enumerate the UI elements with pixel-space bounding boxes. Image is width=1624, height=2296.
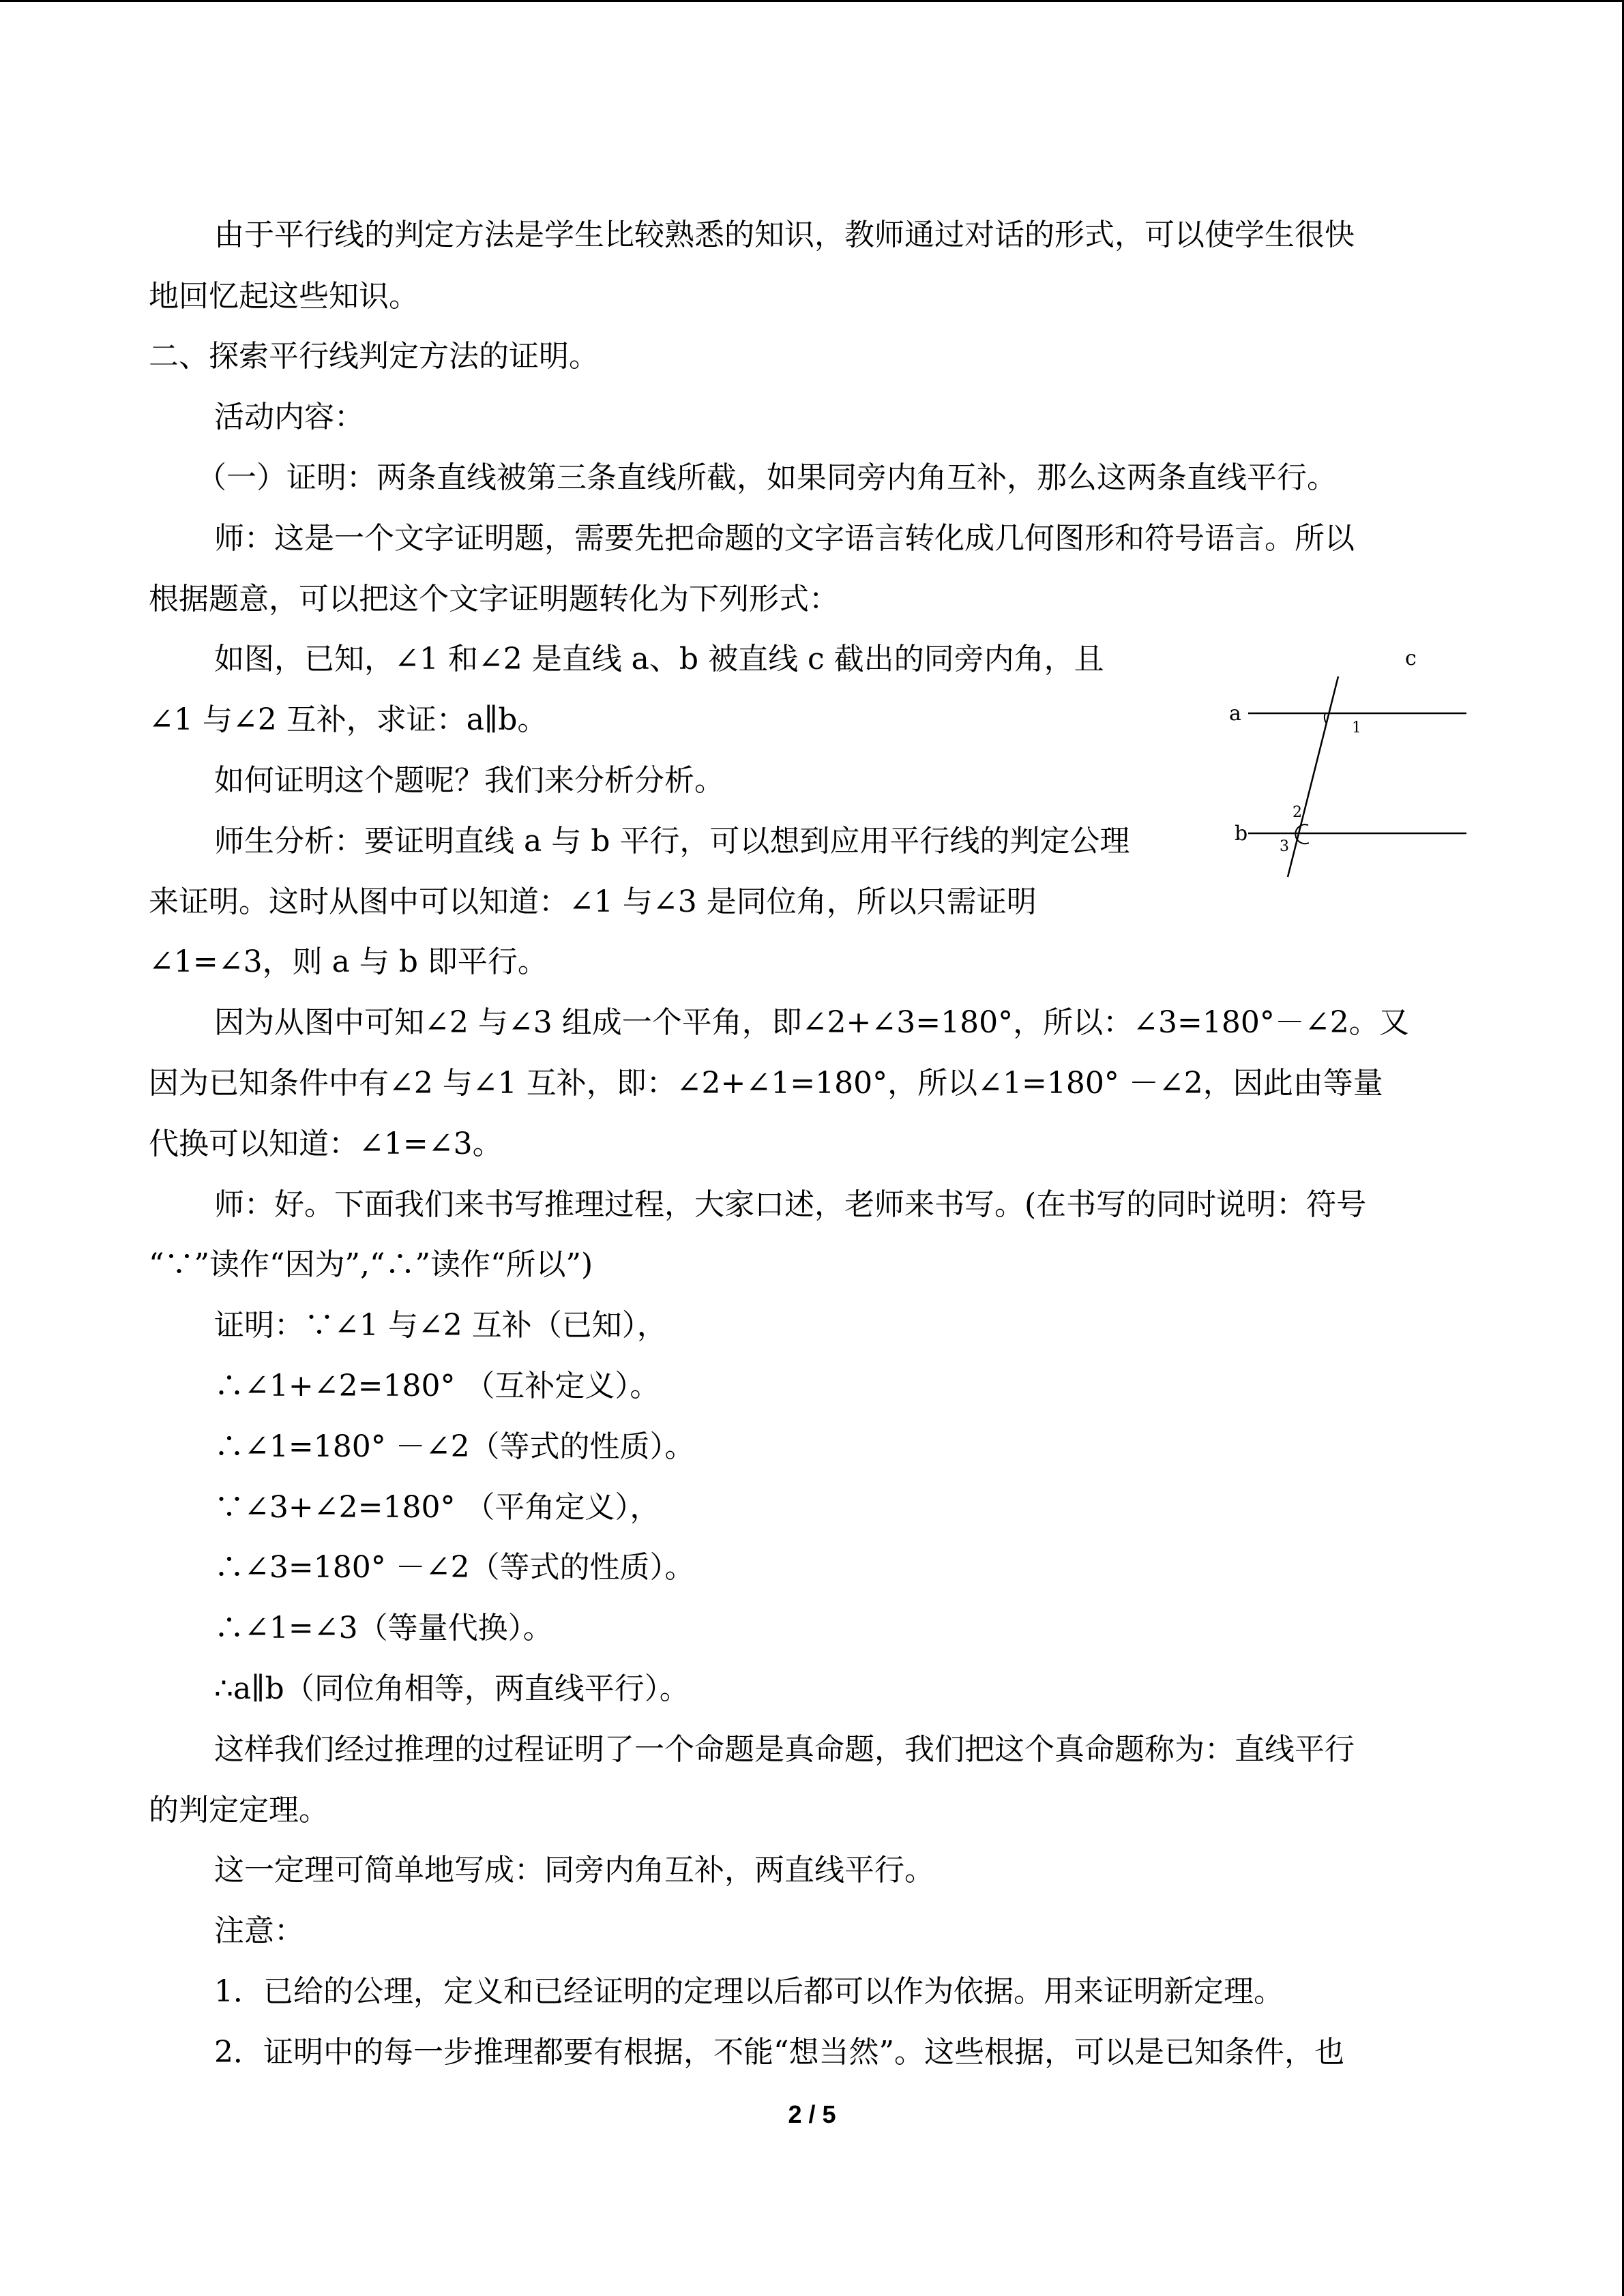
paragraph-line: 这样我们经过推理的过程证明了一个命题是真命题，我们把这个真命题称为：直线平行	[214, 1732, 1355, 1767]
paragraph-line: ∠1=∠3，则 a 与 b 即平行。	[149, 944, 548, 979]
paragraph-line: 如何证明这个题呢？我们来分析分析。	[214, 763, 724, 798]
paragraph-line: 的判定定理。	[149, 1793, 329, 1828]
paragraph-line: 根据题意，可以把这个文字证明题转化为下列形式：	[149, 582, 839, 616]
proof-line: ∴∠3=180° －∠2（等式的性质）。	[214, 1550, 695, 1585]
page-number: 2 / 5	[788, 2100, 836, 2128]
proof-line: ∴∠1+∠2=180° （互补定义）。	[214, 1369, 660, 1403]
parallel-lines-figure	[1214, 641, 1487, 886]
proof-line: ∴∠1=180° －∠2（等式的性质）。	[214, 1429, 695, 1464]
label-b: b	[1235, 822, 1248, 846]
page-border-top	[0, 0, 1624, 2]
label-a: a	[1229, 702, 1241, 726]
list-item: 2．证明中的每一步推理都要有根据，不能“想当然”。这些根据，可以是已知条件，也	[214, 2035, 1344, 2070]
section-heading: 二、探索平行线判定方法的证明。	[149, 339, 599, 374]
paragraph-line: 由于平行线的判定方法是学生比较熟悉的知识，教师通过对话的形式，可以使学生很快	[214, 218, 1355, 252]
label-angle-3: 3	[1280, 838, 1289, 855]
paragraph-line: 因为从图中可知∠2 与∠3 组成一个平角，即∠2+∠3=180°，所以：∠3=180°－∠2。又	[214, 1005, 1409, 1040]
paragraph-line: 师：好。下面我们来书写推理过程，大家口述，老师来书写。(在书写的同时说明：符号	[214, 1187, 1367, 1222]
proof-line: ∴∠1=∠3（等量代换）。	[214, 1611, 553, 1645]
paragraph-line: 师：这是一个文字证明题，需要先把命题的文字语言转化成几何图形和符号语言。所以	[214, 521, 1355, 556]
paragraph-line: “∵”读作“因为”,“∴”读作“所以”)	[149, 1247, 593, 1282]
label-angle-1: 1	[1352, 719, 1361, 736]
line-c	[1288, 676, 1338, 877]
paragraph-line: 地回忆起这些知识。	[149, 279, 419, 314]
paragraph-line: 注意：	[214, 1913, 304, 1948]
paragraph-line: 来证明。这时从图中可以知道：∠1 与∠3 是同位角，所以只需证明	[149, 884, 1037, 919]
angle-1-arc	[1325, 713, 1327, 724]
label-angle-2: 2	[1293, 804, 1302, 821]
paragraph-line: 因为已知条件中有∠2 与∠1 互补，即：∠2+∠1=180°，所以∠1=180° －∠2，因此由等量	[149, 1066, 1383, 1101]
paragraph-line: 如图，已知，∠1 和∠2 是直线 a、b 被直线 c 截出的同旁内角，且	[214, 642, 1104, 676]
label-c: c	[1405, 646, 1417, 670]
paragraph-line: 师生分析：要证明直线 a 与 b 平行，可以想到应用平行线的判定公理	[214, 824, 1130, 859]
paragraph-line: 代换可以知道：∠1=∠3。	[149, 1127, 503, 1161]
proof-line: 证明：∵∠1 与∠2 互补（已知），	[214, 1308, 667, 1343]
paragraph-line: ∠1 与∠2 互补，求证：a∥b。	[149, 702, 548, 737]
paragraph-line: 活动内容：	[214, 400, 364, 434]
paragraph-line: 这一定理可简单地写成：同旁内角互补，两直线平行。	[214, 1853, 934, 1888]
paragraph-line: （一）证明：两条直线被第三条直线所截，如果同旁内角互补，那么这两条直线平行。	[196, 460, 1337, 495]
proof-line: ∴a∥b（同位角相等，两直线平行）。	[214, 1671, 690, 1706]
list-item: 1．已给的公理，定义和已经证明的定理以后都可以作为依据。用来证明新定理。	[214, 1974, 1284, 2009]
proof-line: ∵∠3+∠2=180° （平角定义），	[214, 1490, 660, 1525]
